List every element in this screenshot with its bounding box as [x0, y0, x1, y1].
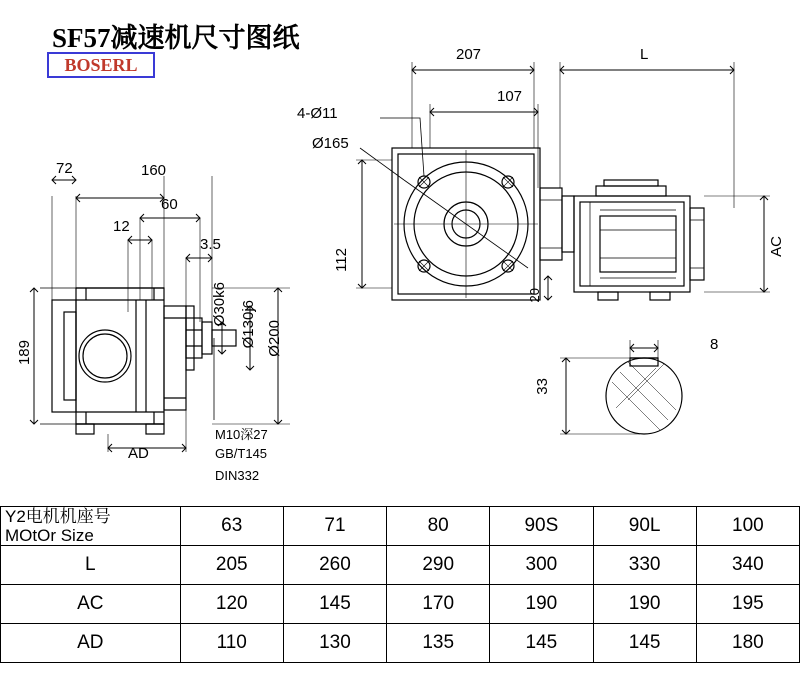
dim-label-O130j6: Ø130j6	[240, 300, 257, 349]
dim-label-AD: AD	[128, 445, 149, 462]
cell-size-3: 80	[387, 507, 490, 546]
cell-L-2: 260	[283, 546, 386, 585]
note-din: DIN332	[215, 468, 260, 483]
page-title: SF57减速机尺寸图纸	[52, 23, 300, 53]
row-label-motor-size-en: MOtOr Size	[5, 526, 94, 545]
dim-label-L: L	[640, 46, 649, 63]
dim-label-AC: AC	[768, 236, 785, 257]
table-row-header	[1, 507, 800, 546]
table-row-AD	[1, 624, 800, 663]
dim-label-20: 20	[527, 288, 542, 303]
dim-label-107: 107	[497, 88, 523, 105]
cell-AD-3: 135	[387, 624, 490, 663]
table-row-L	[1, 546, 800, 585]
cell-L-4: 300	[490, 546, 593, 585]
dim-label-112: 112	[333, 248, 350, 272]
cell-AD-5: 145	[593, 624, 696, 663]
cell-AD-6: 180	[696, 624, 799, 663]
dim-label-4xO11: 4-Ø11	[297, 105, 338, 122]
row-label-motor-size	[1, 507, 181, 546]
cell-AC-2: 145	[283, 585, 386, 624]
row-label-AC: AC	[1, 585, 181, 624]
cell-AC-6: 195	[696, 585, 799, 624]
dim-label-60: 60	[161, 196, 178, 213]
dim-label-O200: Ø200	[266, 320, 283, 357]
cell-L-6: 340	[696, 546, 799, 585]
cell-L-3: 290	[387, 546, 490, 585]
dim-label-8: 8	[710, 336, 719, 353]
cell-L-5: 330	[593, 546, 696, 585]
cell-size-1: 63	[180, 507, 283, 546]
cell-AD-1: 110	[180, 624, 283, 663]
dim-label-O165: Ø165	[312, 135, 349, 152]
cell-AD-2: 130	[283, 624, 386, 663]
cell-AC-5: 190	[593, 585, 696, 624]
row-label-L: L	[1, 546, 181, 585]
spec-table	[0, 506, 800, 663]
cell-AC-4: 190	[490, 585, 593, 624]
dim-label-O30k6: Ø30k6	[211, 282, 228, 327]
note-m10: M10深27	[215, 427, 268, 442]
dim-label-72: 72	[56, 160, 73, 177]
cell-AC-1: 120	[180, 585, 283, 624]
cell-AC-3: 170	[387, 585, 490, 624]
dim-label-189: 189	[16, 340, 33, 366]
cell-size-5: 90L	[593, 507, 696, 546]
cell-size-6: 100	[696, 507, 799, 546]
table-row-AC	[1, 585, 800, 624]
cell-size-4: 90S	[490, 507, 593, 546]
note-gb: GB/T145	[215, 446, 268, 461]
cell-AD-4: 145	[490, 624, 593, 663]
cell-size-2: 71	[283, 507, 386, 546]
dim-label-160: 160	[141, 162, 167, 179]
row-label-motor-size-cn: Y2电机机座号	[5, 507, 111, 526]
cell-L-1: 205	[180, 546, 283, 585]
row-label-AD: AD	[1, 624, 181, 663]
dim-label-207: 207	[456, 46, 482, 63]
dim-label-3p5: 3.5	[200, 236, 221, 253]
dim-label-33: 33	[534, 378, 551, 395]
brand-logo-text: BOSERL	[64, 55, 138, 75]
dim-label-12: 12	[113, 218, 130, 235]
